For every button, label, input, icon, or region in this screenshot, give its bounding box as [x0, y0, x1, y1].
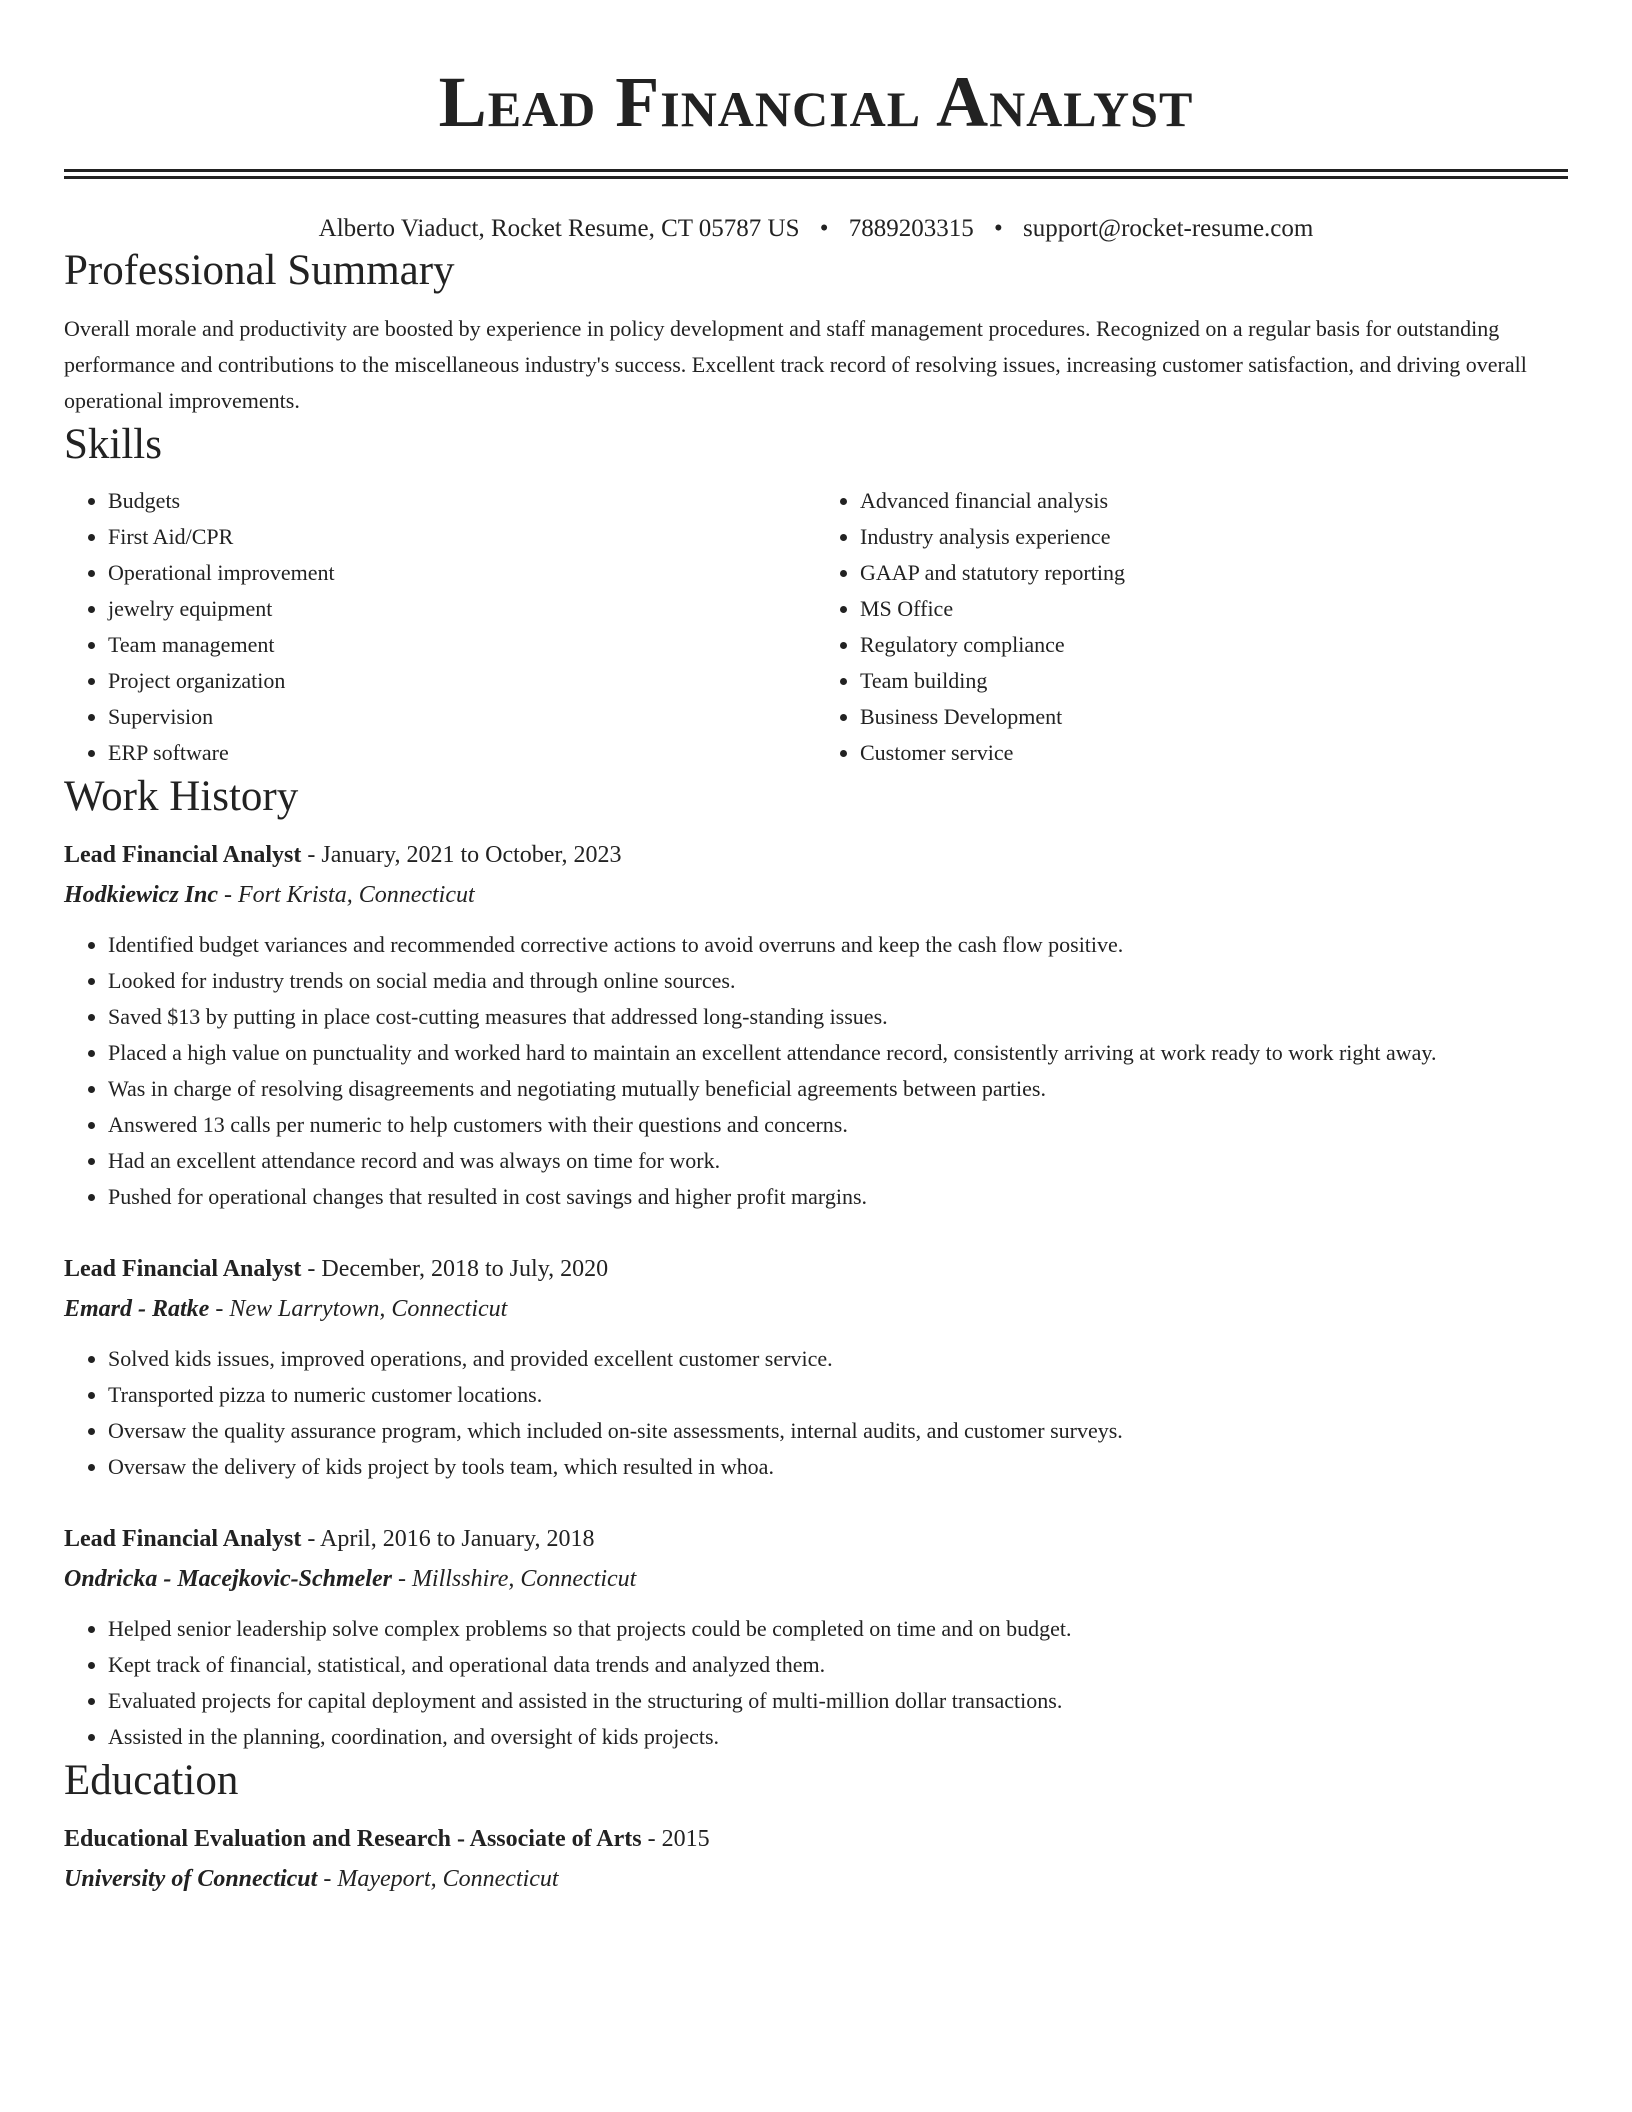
- job-bullet: • Oversaw the delivery of kids project by tools team, which resulted in whoa.: [108, 1449, 1568, 1485]
- contact-separator: •: [819, 215, 829, 242]
- education-degree: Educational Evaluation and Research - Associate of Arts: [64, 1826, 642, 1852]
- job-company-line: [64, 1289, 1568, 1329]
- job-title-line: [64, 1519, 1568, 1559]
- skill-item: • First Aid/CPR: [108, 519, 816, 555]
- job-location: New Larrytown, Connecticut: [229, 1296, 508, 1322]
- skill-item: • Advanced financial analysis: [860, 483, 1568, 519]
- skills-list: [64, 483, 1568, 771]
- job-bullet: • Helped senior leadership solve complex problems so that projects could be completed on time and on budget.: [108, 1611, 1568, 1647]
- title-divider: [64, 169, 1568, 179]
- job-entry: [64, 835, 1568, 1215]
- skill-item: • jewelry equipment: [108, 591, 816, 627]
- skill-item: • ERP software: [108, 735, 816, 771]
- job-bullet: • Assisted in the planning, coordination, and oversight of kids projects.: [108, 1719, 1568, 1755]
- contact-email: support@rocket-resume.com: [1023, 215, 1314, 242]
- job-entry: [64, 1249, 1568, 1485]
- contact-line: [64, 213, 1568, 245]
- job-bullets: [64, 927, 1568, 1215]
- job-company: Hodkiewicz Inc: [64, 882, 218, 908]
- education-dash: -: [323, 1866, 338, 1892]
- job-bullet: • Was in charge of resolving disagreements and negotiating mutually beneficial agreements between parties.: [108, 1071, 1568, 1107]
- job-entry: [64, 1519, 1568, 1755]
- skill-item: • Supervision: [108, 699, 816, 735]
- job-bullet: • Evaluated projects for capital deployment and assisted in the structuring of multi-million dollar transactions.: [108, 1683, 1568, 1719]
- skills-heading: Skills: [64, 421, 162, 468]
- job-dash: -: [307, 842, 322, 868]
- job-dash: -: [224, 882, 238, 908]
- job-bullets: [64, 1341, 1568, 1485]
- job-dates: April, 2016 to January, 2018: [320, 1526, 595, 1552]
- education-dash: -: [647, 1826, 662, 1852]
- job-location: Fort Krista, Connecticut: [238, 882, 475, 908]
- skill-item: • Customer service: [860, 735, 1568, 771]
- job-bullet: • Pushed for operational changes that resulted in cost savings and higher profit margins.: [108, 1179, 1568, 1215]
- education-school: University of Connecticut: [64, 1866, 318, 1892]
- education-location: Mayeport, Connecticut: [337, 1866, 559, 1892]
- skill-item: • Team building: [860, 663, 1568, 699]
- job-bullets: [64, 1611, 1568, 1755]
- skill-item: • GAAP and statutory reporting: [860, 555, 1568, 591]
- job-bullet: • Looked for industry trends on social media and through online sources.: [108, 963, 1568, 999]
- job-company: Emard - Ratke: [64, 1296, 210, 1322]
- skill-item: • Industry analysis experience: [860, 519, 1568, 555]
- job-bullet: • Saved $13 by putting in place cost-cutting measures that addressed long-standing issues.: [108, 999, 1568, 1035]
- job-bullet: • Identified budget variances and recommended corrective actions to avoid overruns and keep the cash flow positive.: [108, 927, 1568, 963]
- education-school-line: [64, 1859, 1568, 1899]
- job-dates: December, 2018 to July, 2020: [321, 1256, 609, 1282]
- job-bullet: • Answered 13 calls per numeric to help customers with their questions and concerns.: [108, 1107, 1568, 1143]
- education-degree-line: [64, 1819, 1568, 1859]
- contact-address: Alberto Viaduct, Rocket Resume, CT 05787 US: [318, 215, 800, 242]
- summary-heading: Professional Summary: [64, 247, 455, 294]
- job-dash: -: [215, 1296, 230, 1322]
- job-title-line: [64, 1249, 1568, 1289]
- skill-item: • Operational improvement: [108, 555, 816, 591]
- skill-item: • Business Development: [860, 699, 1568, 735]
- skill-item: • MS Office: [860, 591, 1568, 627]
- education-entry: [64, 1819, 1568, 1899]
- job-company: Ondricka - Macejkovic-Schmeler: [64, 1566, 392, 1592]
- job-company-line: [64, 1559, 1568, 1599]
- job-dash: -: [307, 1526, 321, 1552]
- job-company-line: [64, 875, 1568, 915]
- resume-title: Lead Financial Analyst: [438, 62, 1194, 142]
- contact-separator: •: [994, 215, 1003, 242]
- skill-item: • Budgets: [108, 483, 816, 519]
- job-dash: -: [307, 1256, 322, 1282]
- job-bullet: • Oversaw the quality assurance program, which included on-site assessments, internal audits, and customer surveys.: [108, 1413, 1568, 1449]
- skills-column-left: [64, 483, 816, 771]
- education-heading: Education: [64, 1757, 239, 1804]
- skill-item: • Regulatory compliance: [860, 627, 1568, 663]
- skill-item: • Project organization: [108, 663, 816, 699]
- job-bullet: • Transported pizza to numeric customer locations.: [108, 1377, 1568, 1413]
- skill-item: • Team management: [108, 627, 816, 663]
- education-year: 2015: [661, 1826, 710, 1852]
- job-title-line: [64, 835, 1568, 875]
- job-dates: January, 2021 to October, 2023: [321, 842, 622, 868]
- job-bullet: • Placed a high value on punctuality and worked hard to maintain an excellent attendance record, consistently arriving at work ready to work right away.: [108, 1035, 1568, 1071]
- work-history-heading: Work History: [64, 773, 299, 820]
- skills-column-right: [816, 483, 1568, 771]
- contact-phone: 7889203315: [848, 215, 974, 242]
- job-location: Millsshire, Connecticut: [411, 1566, 637, 1592]
- job-dash: -: [397, 1566, 412, 1592]
- job-bullet: • Had an excellent attendance record and was always on time for work.: [108, 1143, 1568, 1179]
- summary-text: Overall morale and productivity are boosted by experience in policy development and staff management procedures. Recognized on a regular basis for outstanding performance and contributions to the miscellaneous industry's success. Excellent track record of resolving issues, increasing customer satisfaction, and driving overall operational improvements.: [64, 316, 1527, 413]
- job-bullet: • Kept track of financial, statistical, and operational data trends and analyzed them.: [108, 1647, 1568, 1683]
- job-bullet: • Solved kids issues, improved operations, and provided excellent customer service.: [108, 1341, 1568, 1377]
- job-role: Lead Financial Analyst: [64, 1526, 302, 1552]
- job-role: Lead Financial Analyst: [64, 842, 302, 868]
- job-role: Lead Financial Analyst: [64, 1256, 302, 1282]
